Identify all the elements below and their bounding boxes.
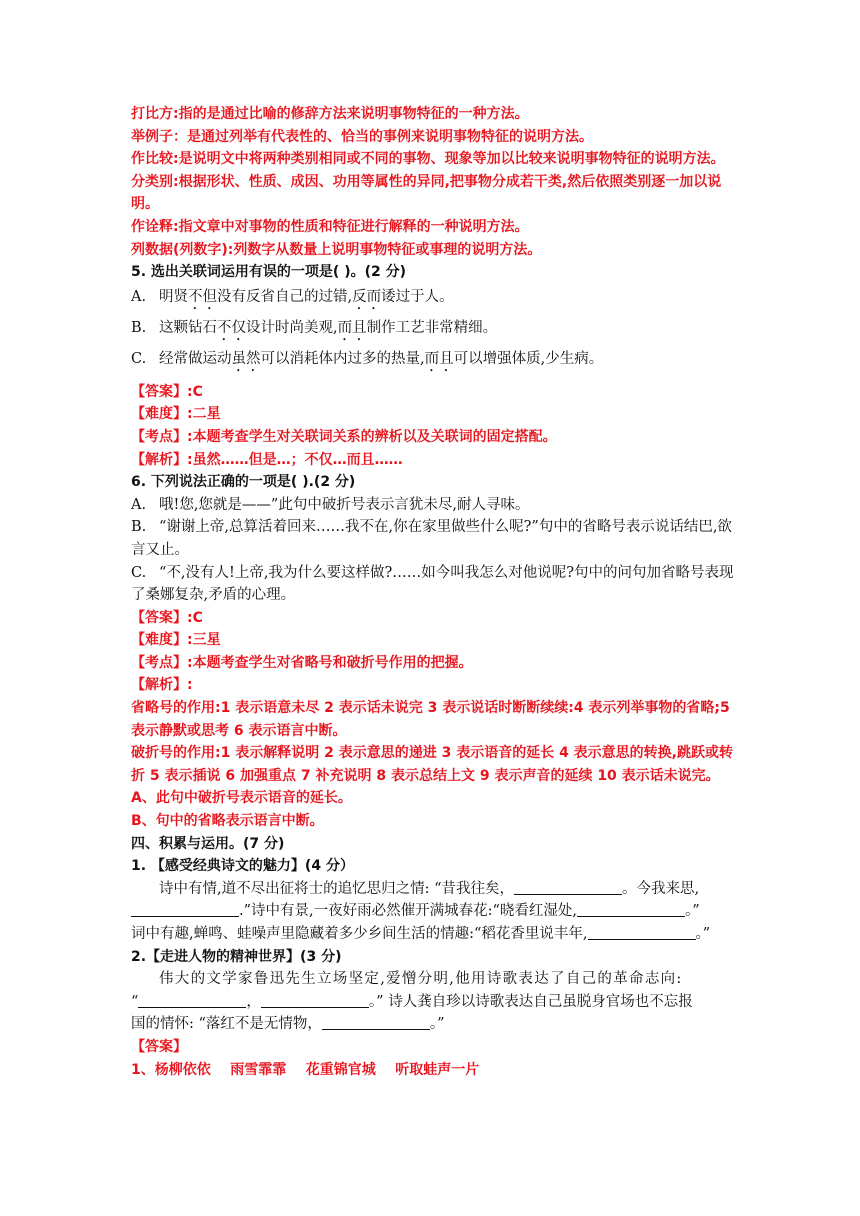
q6-answer: 【答案】:C xyxy=(131,609,203,626)
section4-item2-p2 xyxy=(131,991,735,1014)
option-label: C. xyxy=(131,350,147,367)
section4-item1-p3 xyxy=(131,923,735,946)
section4-answer-title: 【答案】 xyxy=(131,1038,187,1055)
q6-stem: 6. 下列说法正确的一项是( ).(2 分) xyxy=(131,474,356,491)
text-segment: 。” xyxy=(685,903,700,920)
option-label: B. xyxy=(131,519,147,536)
option-label: A. xyxy=(131,288,147,305)
option-label: C. xyxy=(131,564,147,581)
fill-blank[interactable] xyxy=(322,1015,430,1030)
method-comparison: 作比较:是说明文中将两种类别相同或不同的事物、现象等加以比较来说明事物特征的说明方法。 xyxy=(131,151,725,168)
fill-blank[interactable] xyxy=(514,880,622,895)
text-segment: .”诗中有景,一夜好雨必然催开满城春花:“晓看红湿处, xyxy=(239,903,578,920)
option-label: B. xyxy=(131,319,147,336)
section4-item2-title: 2.【走进人物的精神世界】(3 分) xyxy=(131,948,342,965)
option-text: 没有反省自己的过错, xyxy=(217,288,353,305)
method-example: 举例子：是通过列举有代表性的、恰当的事例来说明事物特征的说明方法。 xyxy=(131,128,593,145)
method-data: 列数据(列数字):列数字从数量上说明事物特征或事理的说明方法。 xyxy=(131,241,542,258)
section4-item1-p2 xyxy=(131,900,735,923)
conjunction-word: 不但 xyxy=(188,288,217,305)
option-text: 明贤 xyxy=(159,288,188,305)
option-text: 设计时尚美观, xyxy=(246,319,338,336)
fill-blank[interactable] xyxy=(577,902,685,917)
option-text: 可以消耗体内过多的热量, xyxy=(260,350,425,367)
method-metaphor: 打比方:指的是通过比喻的修辞方法来说明事物特征的一种方法。 xyxy=(131,106,529,122)
q5-difficulty: 【难度】:二星 xyxy=(131,406,221,423)
section4-title: 四、积累与运用。(7 分) xyxy=(131,835,285,852)
q6-analysis-ellipsis: 省略号的作用:1 表示语意未尽 2 表示话未说完 3 表示说话时断断续续:4 表示列举事物的省略;5 表示静默或思考 6 表示语言中断。 xyxy=(131,700,730,739)
q6-analysis-b: B、句中的省略表示语言中断。 xyxy=(131,813,324,830)
option-text: 经常做运动 xyxy=(159,350,232,367)
fill-blank[interactable] xyxy=(588,925,696,940)
option-text: 可以增强体质,少生病。 xyxy=(453,350,604,367)
conjunction-word: 而且 xyxy=(424,350,454,367)
conjunction-word: 不仅 xyxy=(217,319,246,336)
q6-point: 【考点】:本题考查学生对省略号和破折号作用的把握。 xyxy=(131,654,473,671)
text-segment: 。” 诗人龚自珍以诗歌表达自己虽脱身官场也不忘报 xyxy=(368,993,693,1010)
q6-option-c xyxy=(131,562,735,607)
conjunction-word: 反而 xyxy=(352,288,382,305)
option-text: “谢谢上帝,总算活着回来……我不在,你在家里做些什么呢?”句中的省略号表示说话结巴,欲言又止。 xyxy=(131,519,732,558)
q6-difficulty: 【难度】:三星 xyxy=(131,632,221,649)
section4-item1-title: 1. 【感受经典诗文的魅力】(4 分） xyxy=(131,858,354,875)
q6-analysis-title: 【解析】: xyxy=(131,677,193,694)
q5-option-a xyxy=(131,286,735,313)
option-text: 哦!您,您就是——”此句中破折号表示言犹未尽,耐人寻味。 xyxy=(159,496,530,513)
text-segment: 国的情怀: “落红不是无情物， xyxy=(131,1016,322,1033)
section4-item1-p1 xyxy=(131,878,735,901)
fill-blank[interactable] xyxy=(138,993,246,1008)
q6-option-b xyxy=(131,516,735,561)
option-text: 制作工艺非常精细。 xyxy=(366,319,498,336)
q5-answer: 【答案】:C xyxy=(131,383,203,400)
text-segment: 词中有趣,蝉鸣、蛙噪声里隐藏着多少乡间生活的情趣:“稻花香里说丰年, xyxy=(131,926,588,942)
text-segment: “ xyxy=(131,993,139,1010)
q5-analysis: 【解析】:虽然……但是…；不仅…而且…… xyxy=(131,451,403,468)
q5-point: 【考点】:本题考查学生对关联词关系的辨析以及关联词的固定搭配。 xyxy=(131,428,557,445)
conjunction-word: 而且 xyxy=(337,319,367,336)
text-segment: ， xyxy=(246,993,261,1010)
text-segment: 。” xyxy=(429,1016,445,1033)
method-classification: 分类别:根据形状、性质、成因、功用等属性的异同,把事物分成若干类,然后依照类别逐一加以说明。 xyxy=(131,173,722,213)
option-label: A. xyxy=(131,496,147,513)
fill-blank[interactable] xyxy=(261,993,369,1008)
text-segment: 。今我来思, xyxy=(622,880,700,897)
q5-option-b xyxy=(131,317,735,344)
option-text: 这颗钻石 xyxy=(159,319,217,336)
fill-blank[interactable] xyxy=(131,902,239,917)
method-interpretation: 作诠释:指文章中对事物的性质和特征进行解释的一种说明方法。 xyxy=(131,218,529,235)
section4-item2-p3 xyxy=(131,1013,735,1036)
document-page xyxy=(131,103,735,1081)
q5-option-c xyxy=(131,348,735,375)
q6-analysis-a: A、此句中破折号表示语音的延长。 xyxy=(131,790,352,807)
conjunction-word: 虽然 xyxy=(231,350,261,367)
option-text: “不,没有人!上帝,我为什么要这样做?……如今叫我怎么对他说呢?句中的问句加省略号表现了桑娜复杂,矛盾的心理。 xyxy=(131,564,734,604)
q5-stem: 5. 选出关联词运用有误的一项是( )。(2 分) xyxy=(131,264,407,281)
q6-analysis-dash: 破折号的作用:1 表示解释说明 2 表示意思的递进 3 表示语音的延长 4 表示意思的转换,跳跃或转折 5 表示插说 6 加强重点 7 补充说明 8 表示总结上文 9 表示声音的延续 10 表示话未说完。 xyxy=(131,745,733,784)
text-segment: 。” xyxy=(695,926,711,942)
section4-item2-p1: 伟大的文学家鲁迅先生立场坚定,爱憎分明,他用诗歌表达了自己的革命志向: xyxy=(159,971,683,988)
q6-option-a xyxy=(131,494,735,517)
section4-answer-1: 1、杨柳依依 雨雪霏霏 花重锦官城 听取蛙声一片 xyxy=(131,1061,480,1078)
option-text: 诿过于人。 xyxy=(381,288,454,305)
text-segment: 诗中有情,道不尽出征将士的追忆思归之情: “昔我往矣， xyxy=(159,880,515,897)
